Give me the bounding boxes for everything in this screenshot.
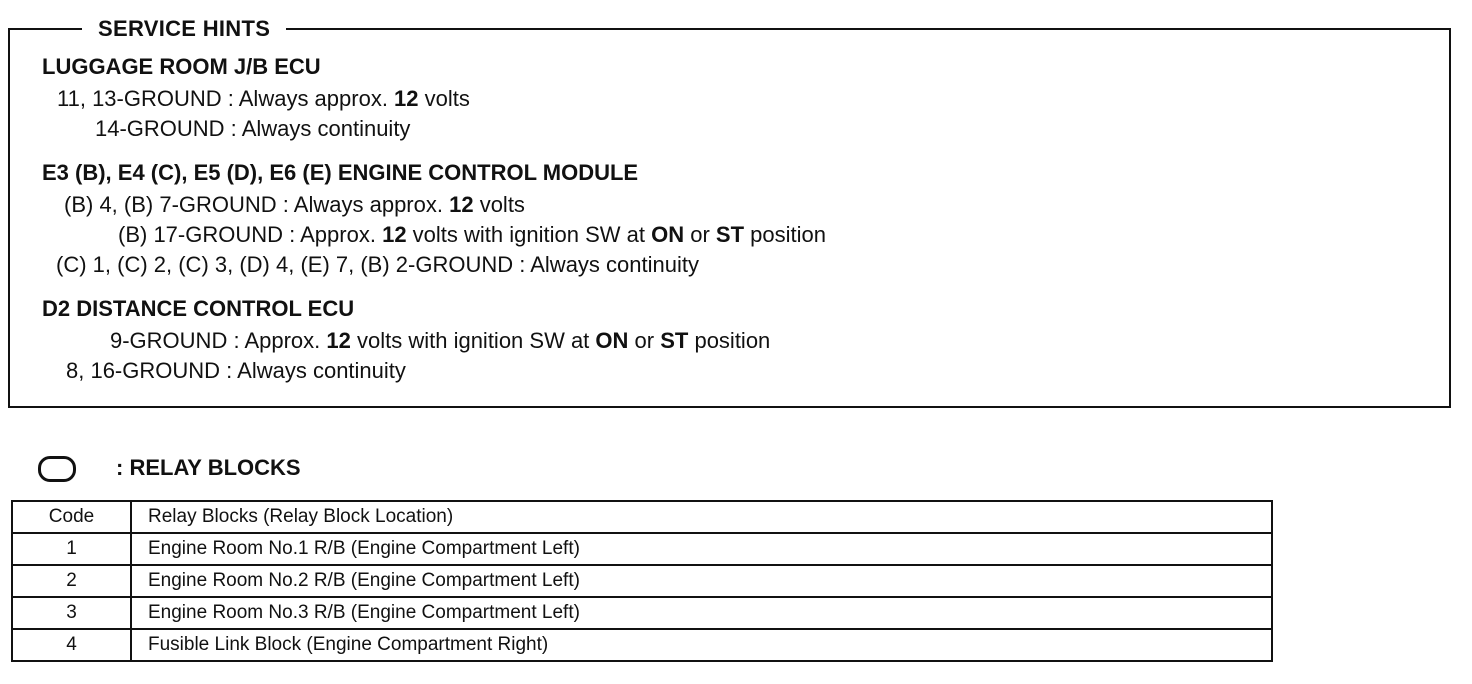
hint-line: (B) 17-GROUND : Approx. 12 volts with ignition SW at ON or ST position: [118, 222, 826, 247]
relay-blocks-table: [11, 500, 1273, 662]
section-heading-engine-control-module: E3 (B), E4 (C), E5 (D), E6 (E) ENGINE CONTROL MODULE: [42, 160, 639, 185]
table-row: [12, 565, 1272, 597]
hint-line: (C) 1, (C) 2, (C) 3, (D) 4, (E) 7, (B) 2-GROUND : Always continuity: [56, 252, 699, 277]
table-row: [12, 597, 1272, 629]
table-header-code: Code: [12, 501, 131, 533]
hint-line: 14-GROUND : Always continuity: [95, 116, 411, 141]
table-cell-code: 1: [12, 533, 131, 565]
table-header-location: Relay Blocks (Relay Block Location): [131, 501, 1272, 533]
rounded-rectangle-icon: [38, 456, 76, 482]
table-cell-location: Engine Room No.1 R/B (Engine Compartment Left): [131, 533, 1272, 565]
section-heading-luggage-room: LUGGAGE ROOM J/B ECU: [42, 54, 321, 79]
section-heading-distance-control-ecu: D2 DISTANCE CONTROL ECU: [42, 296, 355, 321]
hint-line: 11, 13-GROUND : Always approx. 12 volts: [57, 86, 470, 111]
table-cell-code: 2: [12, 565, 131, 597]
table-header-row: [12, 501, 1272, 533]
hint-line: 9-GROUND : Approx. 12 volts with ignition SW at ON or ST position: [110, 328, 771, 353]
table-cell-location: Engine Room No.2 R/B (Engine Compartment Left): [131, 565, 1272, 597]
table-row: [12, 629, 1272, 661]
table-cell-code: 3: [12, 597, 131, 629]
hint-line: (B) 4, (B) 7-GROUND : Always approx. 12 volts: [64, 192, 525, 217]
table-cell-location: Fusible Link Block (Engine Compartment Right): [131, 629, 1272, 661]
table-row: [12, 533, 1272, 565]
service-hints-title: SERVICE HINTS: [82, 16, 286, 42]
relay-blocks-title: : RELAY BLOCKS: [116, 455, 301, 480]
table-cell-code: 4: [12, 629, 131, 661]
hint-line: 8, 16-GROUND : Always continuity: [66, 358, 406, 383]
table-cell-location: Engine Room No.3 R/B (Engine Compartment Left): [131, 597, 1272, 629]
